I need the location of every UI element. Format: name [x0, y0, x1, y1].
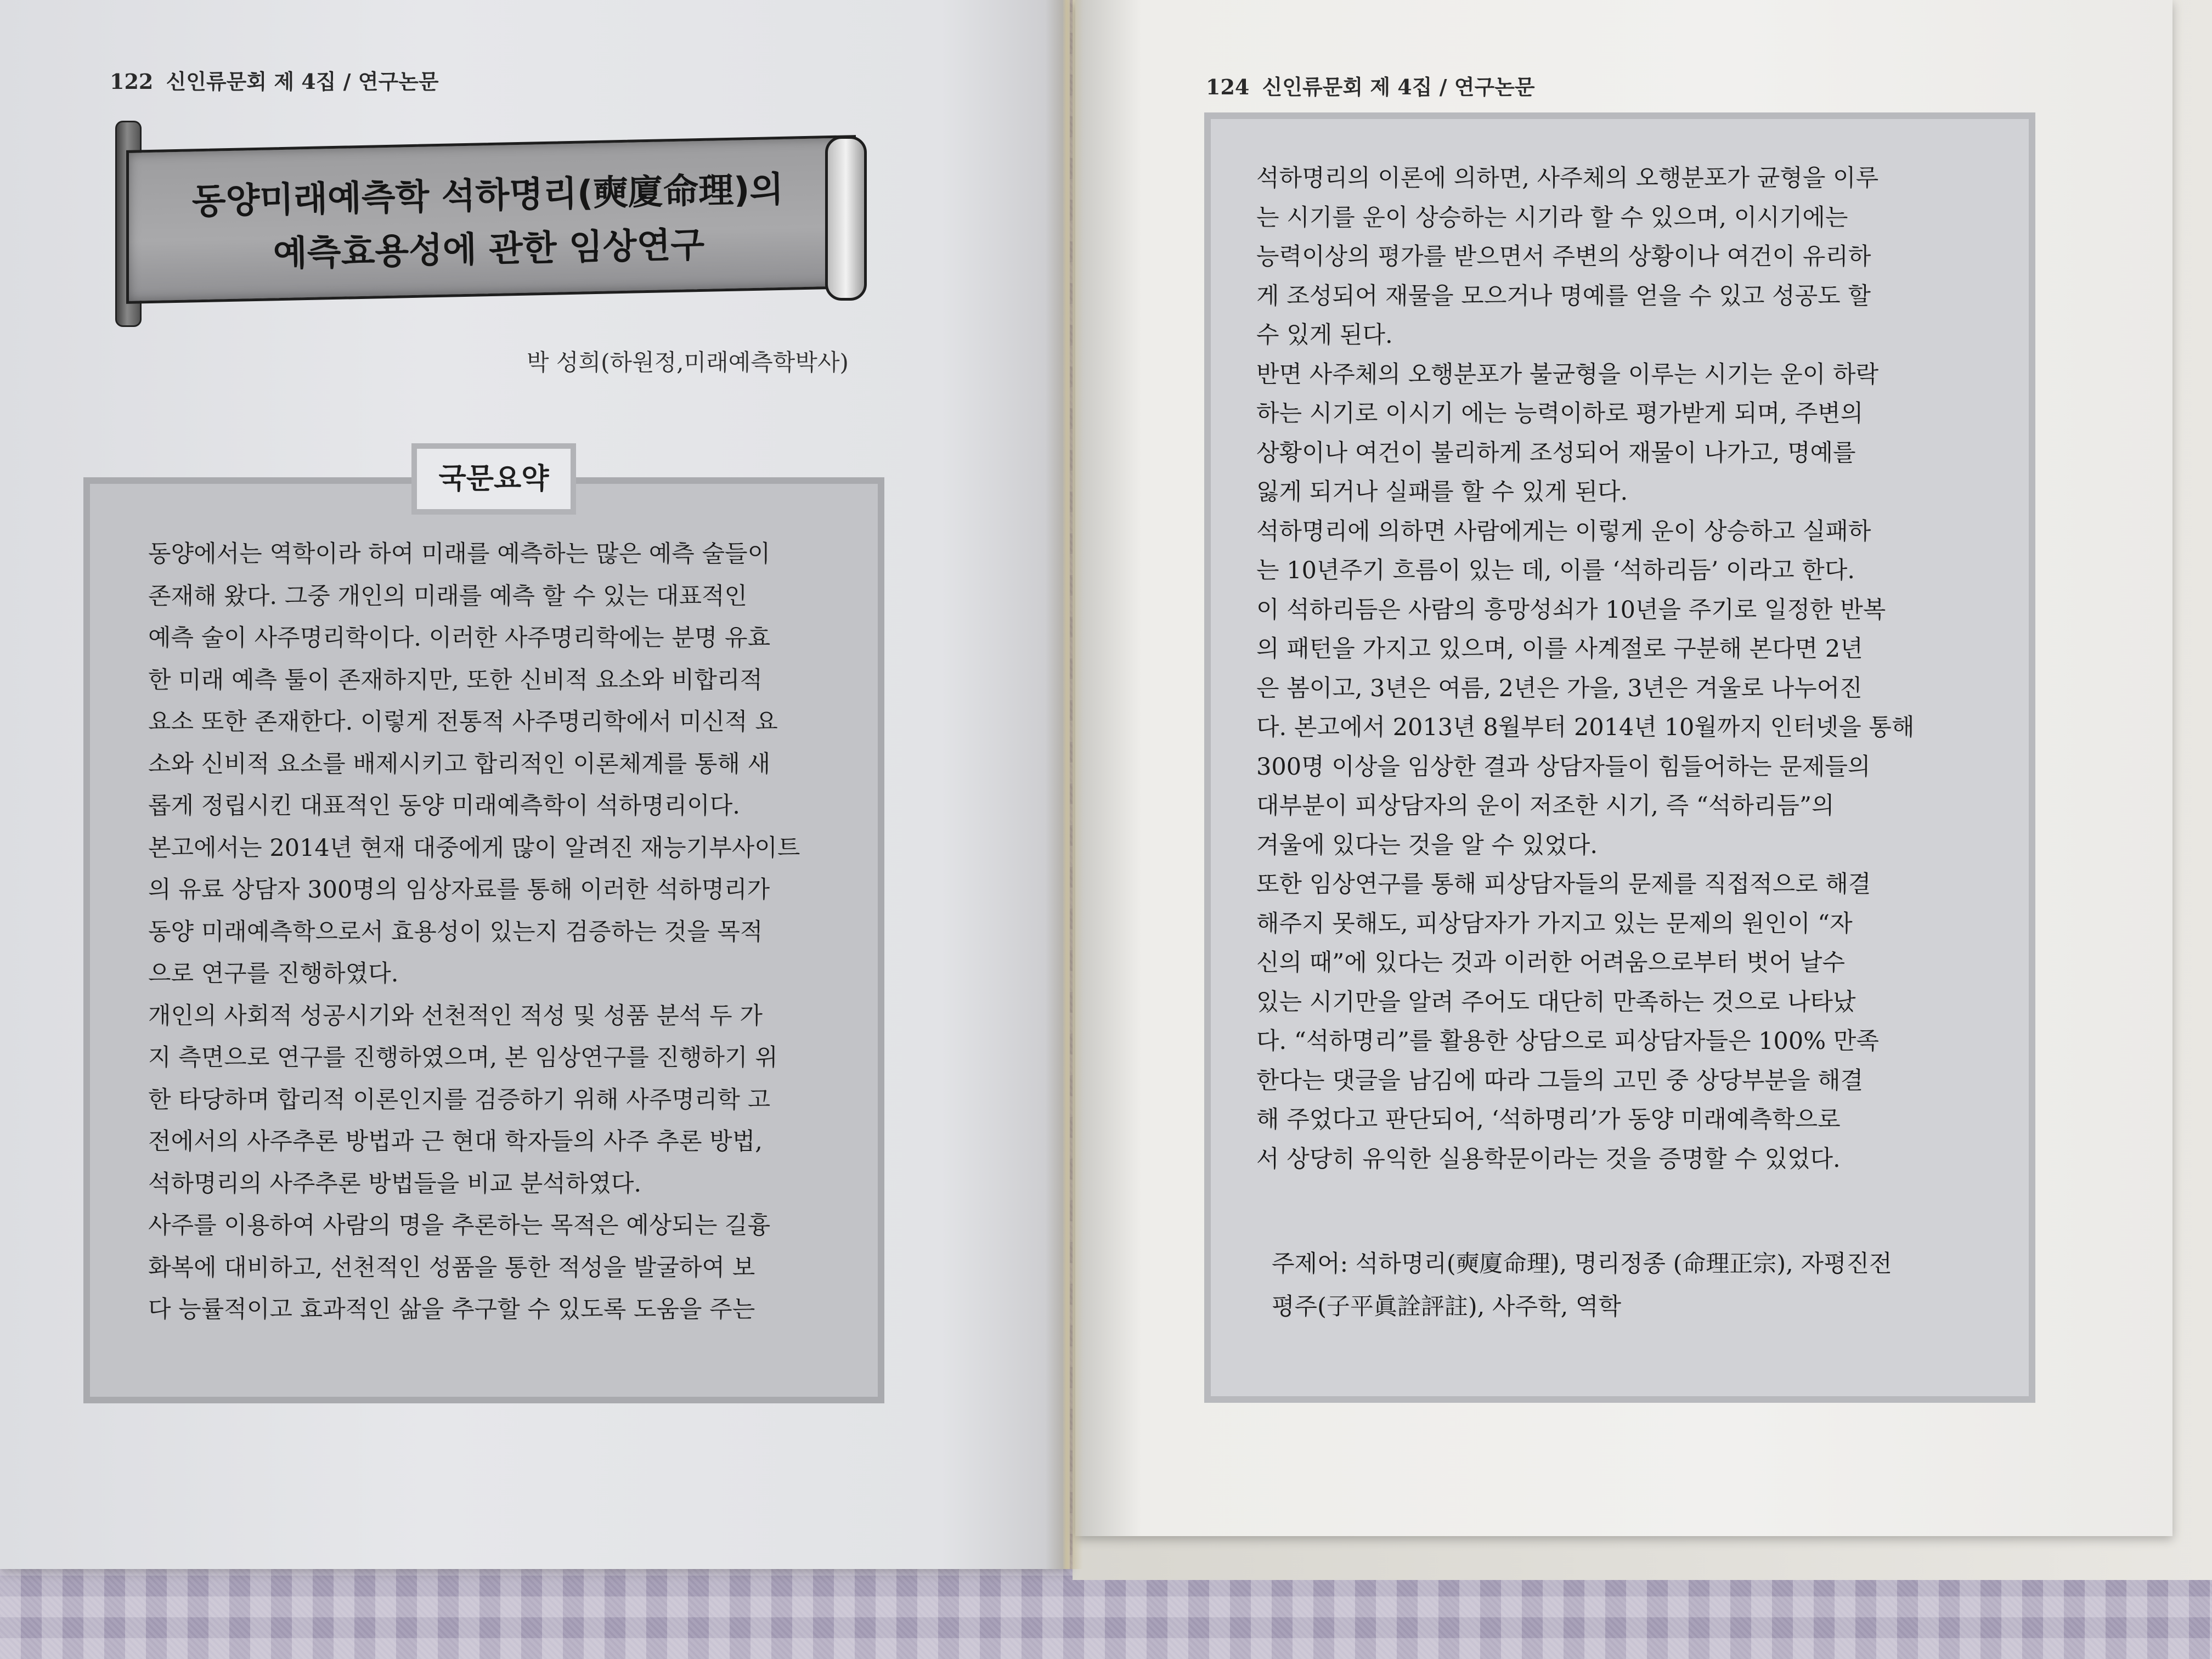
keywords-line: 평주(子平眞詮評註), 사주학, 역학	[1272, 1293, 1621, 1321]
abstract-text-line: 석하명리의 사주추론 방법들을 비교 분석하였다.	[148, 1170, 642, 1198]
left-journal-name: 신인류문회 제 4집	[166, 69, 336, 94]
abstract-text-line: 개인의 사회적 성공시기와 선천적인 적성 및 성품 분석 두 가	[148, 1002, 763, 1030]
body-text-line: 신의 때”에 있다는 것과 이러한 어려움으로부터 벗어 날수	[1256, 949, 1846, 977]
paper-title-line-2: 예측효용성에 관한 임상연구	[273, 224, 705, 275]
abstract-text-line: 한 미래 예측 툴이 존재하지만, 또한 신비적 요소와 비합리적	[148, 666, 763, 694]
body-text-line: 석하명리에 의하면 사람에게는 이렇게 운이 상승하고 실패하	[1256, 517, 1871, 545]
right-page-number: 124	[1206, 75, 1250, 99]
body-text-line: 해 주었다고 판단되어, ‘석하명리’가 동양 미래예측학으로	[1256, 1106, 1841, 1133]
author-line: 박 성희(하원정,미래예측학박사)	[527, 349, 849, 376]
keywords	[1272, 1243, 2001, 1328]
left-section-name: / 연구논문	[343, 69, 439, 94]
abstract-text-line: 소와 신비적 요소를 배제시키고 합리적인 이론체계를 통해 새	[148, 750, 771, 778]
abstract-text-line: 존재해 왔다. 그중 개인의 미래를 예측 할 수 있는 대표적인	[148, 582, 748, 610]
abstract-text-line: 지 측면으로 연구를 진행하였으며, 본 임상연구를 진행하기 위	[148, 1044, 778, 1071]
body-text-line: 서 상당히 유익한 실용학문이라는 것을 증명할 수 있었다.	[1256, 1145, 1841, 1173]
body-text-line: 한다는 댓글을 남김에 따라 그들의 고민 중 상당부분을 해결	[1256, 1066, 1864, 1094]
abstract-text	[148, 533, 848, 1331]
right-running-head	[1206, 70, 1535, 100]
abstract-text-line: 예측 술이 사주명리학이다. 이러한 사주명리학에는 분명 유효	[148, 624, 771, 652]
right-journal-name: 신인류문회 제 4집	[1262, 75, 1432, 99]
right-section-name: / 연구논문	[1439, 75, 1535, 99]
abstract-text-line: 다 능률적이고 효과적인 삶을 추구할 수 있도록 도움을 주는	[148, 1296, 755, 1323]
body-text-line: 능력이상의 평가를 받으면서 주변의 상황이나 여건이 유리하	[1256, 243, 1871, 270]
title-scroll-banner	[110, 121, 872, 324]
abstract-text-line: 본고에서는 2014년 현재 대중에게 많이 알려진 재능기부사이트	[148, 834, 800, 862]
body-text-line: 는 10년주기 흐름이 있는 데, 이를 ‘석하리듬’ 이라고 한다.	[1256, 557, 1855, 584]
body-text-line: 석하명리의 이론에 의하면, 사주체의 오행분포가 균형을 이루	[1256, 165, 1879, 192]
body-text-line: 300명 이상을 임상한 결과 상담자들이 힘들어하는 문제들의	[1256, 753, 1871, 781]
body-text-line: 다. 본고에서 2013년 8월부터 2014년 10월까지 인터넷을 통해	[1256, 714, 1915, 741]
abstract-text-line: 요소 또한 존재한다. 이렇게 전통적 사주명리학에서 미신적 요	[148, 708, 778, 736]
body-text-line: 반면 사주체의 오행분포가 불균형을 이루는 시기는 운이 하락	[1256, 360, 1879, 388]
body-text	[1256, 159, 1986, 1179]
book-gutter	[1045, 0, 1084, 1569]
body-text-line: 이 석하리듬은 사람의 흥망성쇠가 10년을 주기로 일정한 반복	[1256, 596, 1886, 624]
keywords-line: 주제어: 석하명리(奭廈命理), 명리정종 (命理正宗), 자평진전	[1272, 1250, 1892, 1278]
body-text-line: 또한 임상연구를 통해 피상담자들의 문제를 직접적으로 해결	[1256, 871, 1871, 898]
left-page-number: 122	[110, 69, 154, 94]
abstract-text-line: 동양에서는 역학이라 하여 미래를 예측하는 많은 예측 술들이	[148, 540, 771, 568]
body-text-line: 대부분이 피상담자의 운이 저조한 시기, 즉 “석하리듬”의	[1256, 792, 1835, 820]
body-text-line: 수 있게 된다.	[1256, 321, 1393, 349]
body-text-line: 는 시기를 운이 상승하는 시기라 할 수 있으며, 이시기에는	[1256, 204, 1848, 232]
abstract-heading: 국문요약	[411, 443, 576, 515]
body-text-line: 은 봄이고, 3년은 여름, 2년은 가을, 3년은 겨울로 나누어진	[1256, 674, 1863, 702]
paper-title-line-1: 동양미래예측학 석하명리(奭廈命理)의	[191, 169, 784, 223]
body-text-line: 겨울에 있다는 것을 알 수 있었다.	[1256, 831, 1598, 859]
body-text-line: 해주지 못해도, 피상담자가 가지고 있는 문제의 원인이 “자	[1256, 910, 1853, 938]
abstract-text-line: 롭게 정립시킨 대표적인 동양 미래예측학이 석하명리이다.	[148, 792, 740, 820]
body-text-line: 하는 시기로 이시기 에는 능력이하로 평가받게 되며, 주변의	[1256, 400, 1864, 427]
left-running-head	[110, 65, 439, 95]
abstract-text-line: 전에서의 사주추론 방법과 근 현대 학자들의 사주 추론 방법,	[148, 1128, 763, 1155]
abstract-text-line: 사주를 이용하여 사람의 명을 추론하는 목적은 예상되는 길흉	[148, 1212, 771, 1239]
body-text-line: 의 패턴을 가지고 있으며, 이를 사계절로 구분해 본다면 2년	[1256, 635, 1863, 663]
body-text-line: 게 조성되어 재물을 모으거나 명예를 얻을 수 있고 성공도 할	[1256, 282, 1871, 310]
abstract-text-line: 한 타당하며 합리적 이론인지를 검증하기 위해 사주명리학 고	[148, 1086, 771, 1114]
body-text-line: 다. “석하명리”를 활용한 상담으로 피상담자들은 100% 만족	[1256, 1028, 1879, 1055]
body-text-line: 상황이나 여건이 불리하게 조성되어 재물이 나가고, 명예를	[1256, 439, 1856, 467]
abstract-text-line: 화복에 대비하고, 선천적인 성품을 통한 적성을 발굴하여 보	[148, 1254, 755, 1282]
body-text-line: 잃게 되거나 실패를 할 수 있게 된다.	[1256, 478, 1628, 506]
abstract-text-line: 으로 연구를 진행하였다.	[148, 960, 399, 988]
body-text-line: 있는 시기만을 알려 주어도 대단히 만족하는 것으로 나타났	[1256, 988, 1856, 1016]
paper-title	[142, 162, 835, 284]
abstract-text-line: 동양 미래예측학으로서 효용성이 있는지 검증하는 것을 목적	[148, 918, 763, 946]
abstract-text-line: 의 유료 상담자 300명의 임상자료를 통해 이러한 석하명리가	[148, 876, 770, 904]
